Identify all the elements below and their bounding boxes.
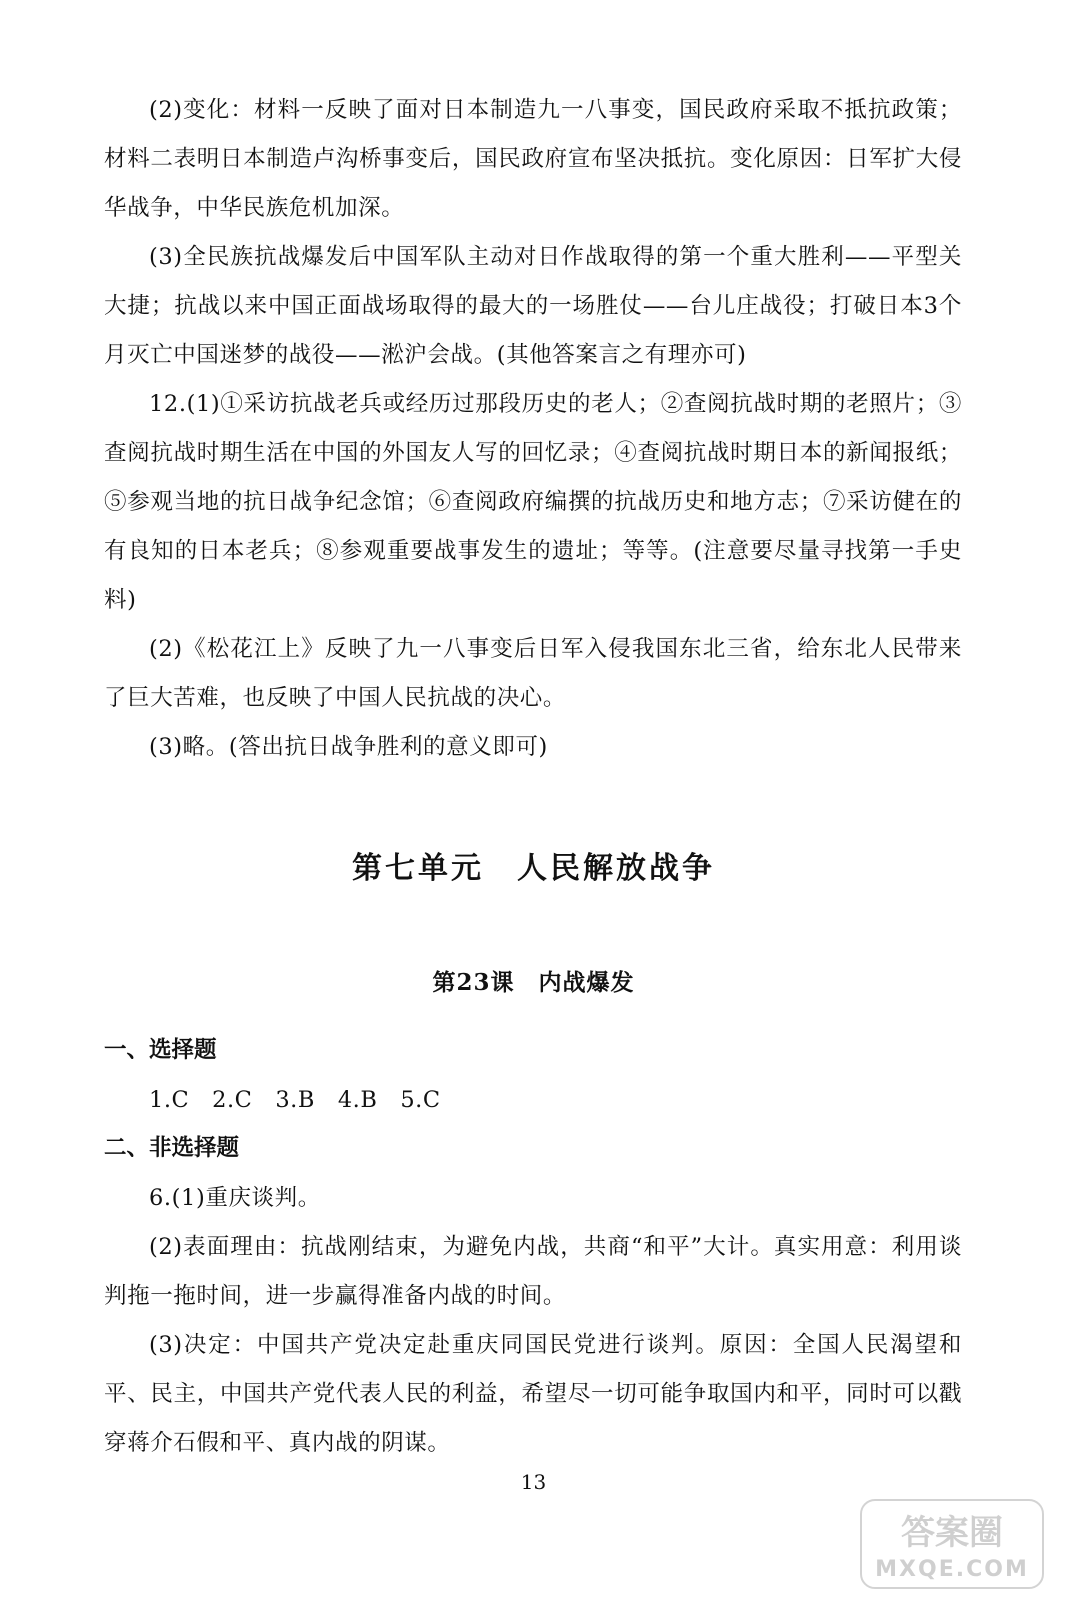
section-heading-non-choice: 二、非选择题	[104, 1135, 240, 1161]
paragraph-q12-part1: 12.(1)①采访抗战老兵或经历过那段历史的老人；②查阅抗战时期的老照片；③查阅抗战时期生活在中国的外国友人写的回忆录；④查阅抗战时期日本的新闻报纸；⑤参观当地的抗日战争纪念馆；⑥查阅政府编撰的抗战历史和地方志；⑦采访健在的有良知的日本老兵；⑧参观重要战事发生的遗址；等等。(注意要尽量寻找第一手史料)	[104, 391, 962, 613]
paragraph-q6-part2: (2)表面理由：抗战刚结束，为避免内战，共商“和平”大计。真实用意：利用谈判拖一拖时间，进一步赢得准备内战的时间。	[104, 1234, 962, 1309]
section-heading-multiple-choice: 一、选择题	[104, 1037, 217, 1063]
paragraph-change-answer: (2)变化：材料一反映了面对日本制造九一八事变，国民政府采取不抵抗政策；材料二表明日本制造卢沟桥事变后，国民政府宣布坚决抵抗。变化原因：日军扩大侵华战争，中华民族危机加深。	[104, 97, 962, 221]
paragraph-q12-part3: (3)略。(答出抗日战争胜利的意义即可)	[149, 734, 548, 760]
lesson-title: 第23课 内战爆发	[432, 969, 635, 996]
multiple-choice-answers: 1.C 2.C 3.B 4.B 5.C	[149, 1087, 441, 1113]
paragraph-q6-part3: (3)决定：中国共产党决定赴重庆同国民党进行谈判。原因：全国人民渴望和平、民主，中国共产党代表人民的利益，希望尽一切可能争取国内和平，同时可以戳穿蒋介石假和平、真内战的阴谋。	[104, 1332, 962, 1456]
paragraph-battles-answer: (3)全民族抗战爆发后中国军队主动对日作战取得的第一个重大胜利——平型关大捷；抗战以来中国正面战场取得的最大的一场胜仗——台儿庄战役；打破日本3个月灭亡中国迷梦的战役——淞沪会战。(其他答案言之有理亦可)	[104, 244, 962, 368]
watermark-text: 答案圈	[901, 1513, 1003, 1553]
paragraph-q6-part1: 6.(1)重庆谈判。	[149, 1185, 321, 1211]
page-number: 13	[520, 1470, 547, 1494]
unit-title: 第七单元 人民解放战争	[352, 851, 715, 886]
watermark-url: MXQE.COM	[875, 1557, 1029, 1582]
paragraph-q12-part2: (2)《松花江上》反映了九一八事变后日军入侵我国东北三省，给东北人民带来了巨大苦难，也反映了中国人民抗战的决心。	[104, 636, 962, 711]
watermark-logo	[857, 1496, 1047, 1592]
